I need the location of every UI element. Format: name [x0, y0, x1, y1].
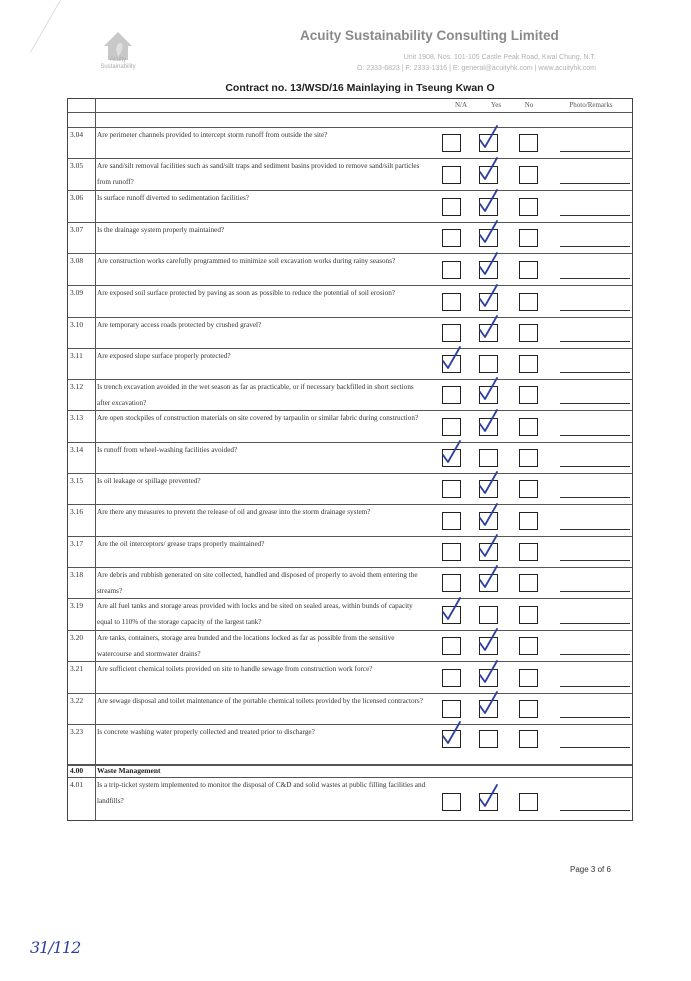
- col-divider: [95, 99, 96, 820]
- checkmark-icon: [477, 502, 499, 528]
- checkmark-icon: [477, 408, 499, 434]
- remarks-line[interactable]: [560, 810, 630, 811]
- remarks-line[interactable]: [560, 686, 630, 687]
- checkbox-no[interactable]: [519, 293, 538, 311]
- checkmark-icon: [477, 376, 499, 402]
- checkmark-icon: [440, 720, 462, 746]
- handwritten-page-ref: 31/112: [30, 938, 81, 957]
- remarks-line[interactable]: [560, 310, 630, 311]
- item-number: 3.23: [70, 727, 84, 736]
- item-number: 3.13: [70, 413, 84, 422]
- item-number: 3.05: [70, 161, 84, 170]
- checkbox-no[interactable]: [519, 669, 538, 687]
- checkbox-no[interactable]: [519, 606, 538, 624]
- checkbox-no[interactable]: [519, 166, 538, 184]
- company-address: [300, 52, 596, 74]
- checkbox-no[interactable]: [519, 449, 538, 467]
- item-number: 3.10: [70, 320, 84, 329]
- item-question: Is oil leakage or spillage prevented?: [97, 477, 201, 485]
- checkbox-na[interactable]: [442, 418, 461, 436]
- remarks-line[interactable]: [560, 466, 630, 467]
- item-question: Are the oil interceptors/ grease traps properly maintained?: [97, 540, 265, 548]
- checkbox-na[interactable]: [442, 543, 461, 561]
- remarks-line[interactable]: [560, 717, 630, 718]
- checkbox-no[interactable]: [519, 198, 538, 216]
- item-question: Are all fuel tanks and storage areas provided with locks and be sited on sealed areas, within bunds of capacity equal to 110% of the storage capacity of the largest tank?: [97, 602, 413, 626]
- checkmark-icon: [440, 345, 462, 371]
- checkmark-icon: [477, 783, 499, 809]
- remarks-line[interactable]: [560, 372, 630, 373]
- checkmark-icon: [477, 188, 499, 214]
- remarks-line[interactable]: [560, 215, 630, 216]
- section-number: 4.00: [70, 766, 84, 775]
- remarks-line[interactable]: [560, 560, 630, 561]
- item-question: Are tanks, containers, storage area bunded and the locations locked as far as possible from the sensitive watercourse and stormwater drains?: [97, 634, 395, 658]
- col-header-yes: Yes: [490, 101, 502, 109]
- checkmark-icon: [477, 659, 499, 685]
- checkbox-na[interactable]: [442, 229, 461, 247]
- checkbox-no[interactable]: [519, 324, 538, 342]
- checkmark-icon: [477, 283, 499, 309]
- checkbox-no[interactable]: [519, 793, 538, 811]
- remarks-line[interactable]: [560, 623, 630, 624]
- checkmark-icon: [477, 470, 499, 496]
- checkbox-na[interactable]: [442, 700, 461, 718]
- checkmark-icon: [477, 690, 499, 716]
- checkbox-no[interactable]: [519, 229, 538, 247]
- checkbox-no[interactable]: [519, 386, 538, 404]
- item-number: 3.11: [70, 351, 83, 360]
- checkbox-na[interactable]: [442, 261, 461, 279]
- item-question: Are sufficient chemical toilets provided on site to handle sewage from construction work force?: [97, 665, 373, 673]
- item-number: 4.01: [70, 780, 84, 789]
- checkbox-no[interactable]: [519, 730, 538, 748]
- checkbox-na[interactable]: [442, 512, 461, 530]
- item-number: 3.12: [70, 382, 84, 391]
- checklist-table: [67, 98, 633, 821]
- checkbox-yes[interactable]: [479, 730, 498, 748]
- remarks-line[interactable]: [560, 529, 630, 530]
- checkbox-no[interactable]: [519, 480, 538, 498]
- company-name: Acuity Sustainability Consulting Limited: [300, 28, 559, 43]
- checkbox-yes[interactable]: [479, 606, 498, 624]
- contact-line: O: 2333-6823 | F: 2333-1316 | E: general@acuityhk.com | www.acuityhk.com: [356, 65, 596, 72]
- remarks-line[interactable]: [560, 435, 630, 436]
- item-question: Is surface runoff diverted to sedimentation facilities?: [97, 194, 249, 202]
- item-number: 3.20: [70, 633, 84, 642]
- item-number: 3.18: [70, 570, 84, 579]
- address-line: Unit 1908, Nos. 101-105 Castle Peak Road, Kwai Chung, N.T.: [403, 54, 596, 61]
- remarks-line[interactable]: [560, 183, 630, 184]
- item-question: Is trench excavation avoided in the wet season as far as practicable, or if necessary backfilled in short sections after excavation?: [97, 383, 414, 407]
- checkbox-no[interactable]: [519, 418, 538, 436]
- item-number: 3.14: [70, 445, 84, 454]
- item-number: 3.04: [70, 130, 84, 139]
- checkbox-na[interactable]: [442, 637, 461, 655]
- remarks-line[interactable]: [560, 246, 630, 247]
- checkbox-na[interactable]: [442, 134, 461, 152]
- checkbox-no[interactable]: [519, 512, 538, 530]
- checkbox-no[interactable]: [519, 637, 538, 655]
- item-question: Are sewage disposal and toilet maintenance of the portable chemical toilets provided by the licensed contractors?: [97, 697, 423, 705]
- item-number: 3.08: [70, 256, 84, 265]
- checkbox-na[interactable]: [442, 574, 461, 592]
- checkmark-icon: [440, 596, 462, 622]
- checkbox-na[interactable]: [442, 793, 461, 811]
- checkbox-yes[interactable]: [479, 449, 498, 467]
- item-number: 3.07: [70, 225, 84, 234]
- item-question: Are sand/silt removal facilities such as sand/silt traps and sediment basins provided to remove sand/silt particles from runoff?: [97, 162, 420, 186]
- checkbox-na[interactable]: [442, 198, 461, 216]
- remarks-line[interactable]: [560, 747, 630, 748]
- remarks-line[interactable]: [560, 278, 630, 279]
- item-question: Are debris and rubbish generated on site collected, handled and disposed of properly to avoid them entering the streams?: [97, 571, 418, 595]
- checkbox-no[interactable]: [519, 574, 538, 592]
- item-number: 3.06: [70, 193, 84, 202]
- remarks-line[interactable]: [560, 151, 630, 152]
- item-number: 3.09: [70, 288, 84, 297]
- item-number: 3.15: [70, 476, 84, 485]
- col-header-na: N/A: [454, 101, 468, 109]
- item-number: 3.17: [70, 539, 84, 548]
- checkmark-icon: [477, 314, 499, 340]
- remarks-line[interactable]: [560, 497, 630, 498]
- checkmark-icon: [477, 124, 499, 150]
- item-question: Are exposed soil surface protected by paving as soon as possible to reduce the potential of soil erosion?: [97, 289, 396, 297]
- checkbox-no[interactable]: [519, 543, 538, 561]
- item-question: Are open stockpiles of construction materials on site covered by tarpaulin or similar fabric during construction?: [97, 414, 419, 422]
- item-number: 3.16: [70, 507, 84, 516]
- contract-title: Contract no. 13/WSD/16 Mainlaying in Tseung Kwan O: [225, 82, 495, 94]
- checkbox-na[interactable]: [442, 293, 461, 311]
- checkmark-icon: [477, 251, 499, 277]
- item-question: Are exposed slope surface properly protected?: [97, 352, 231, 360]
- checkbox-na[interactable]: [442, 669, 461, 687]
- item-number: 3.22: [70, 696, 84, 705]
- item-number: 3.19: [70, 601, 84, 610]
- item-question: Is the drainage system properly maintained?: [97, 226, 225, 234]
- remarks-line[interactable]: [560, 403, 630, 404]
- section-title: Waste Management: [97, 766, 161, 775]
- checkbox-na[interactable]: [442, 480, 461, 498]
- checkmark-icon: [477, 564, 499, 590]
- checkbox-no[interactable]: [519, 134, 538, 152]
- checkmark-icon: [477, 156, 499, 182]
- checkbox-yes[interactable]: [479, 355, 498, 373]
- remarks-line[interactable]: [560, 341, 630, 342]
- item-number: 3.21: [70, 664, 84, 673]
- item-question: Are temporary access roads protected by crushed gravel?: [97, 321, 262, 329]
- col-header-no: No: [524, 101, 534, 109]
- checkbox-na[interactable]: [442, 386, 461, 404]
- checkbox-na[interactable]: [442, 324, 461, 342]
- checkmark-icon: [477, 627, 499, 653]
- page-number: Page 3 of 6: [570, 865, 611, 874]
- checkmark-icon: [477, 219, 499, 245]
- checkbox-no[interactable]: [519, 355, 538, 373]
- checkmark-icon: [440, 439, 462, 465]
- header-divider: [68, 112, 632, 113]
- remarks-line[interactable]: [560, 591, 630, 592]
- item-question: Are perimeter channels provided to intercept storm runoff from outside the site?: [97, 131, 328, 139]
- remarks-line[interactable]: [560, 654, 630, 655]
- scan-corner-line: [30, 0, 61, 52]
- checkbox-na[interactable]: [442, 166, 461, 184]
- item-question: Is runoff from wheel-washing facilities avoided?: [97, 446, 238, 454]
- item-question: Are construction works carefully programmed to minimize soil excavation works during rainy seasons?: [97, 257, 396, 265]
- item-question: Is concrete washing water properly collected and treated prior to discharge?: [97, 728, 315, 736]
- checkbox-no[interactable]: [519, 700, 538, 718]
- col-header-remarks: Photo/Remarks: [569, 101, 613, 109]
- checkbox-no[interactable]: [519, 261, 538, 279]
- item-question: Are there any measures to prevent the release of oil and grease into the storm drainage system?: [97, 508, 371, 516]
- checkmark-icon: [477, 533, 499, 559]
- item-question: Is a trip-ticket system implemented to monitor the disposal of C&D and solid wastes at public filling facilities and landfills?: [97, 781, 426, 805]
- logo-text: Acuity Sustainability: [100, 57, 136, 70]
